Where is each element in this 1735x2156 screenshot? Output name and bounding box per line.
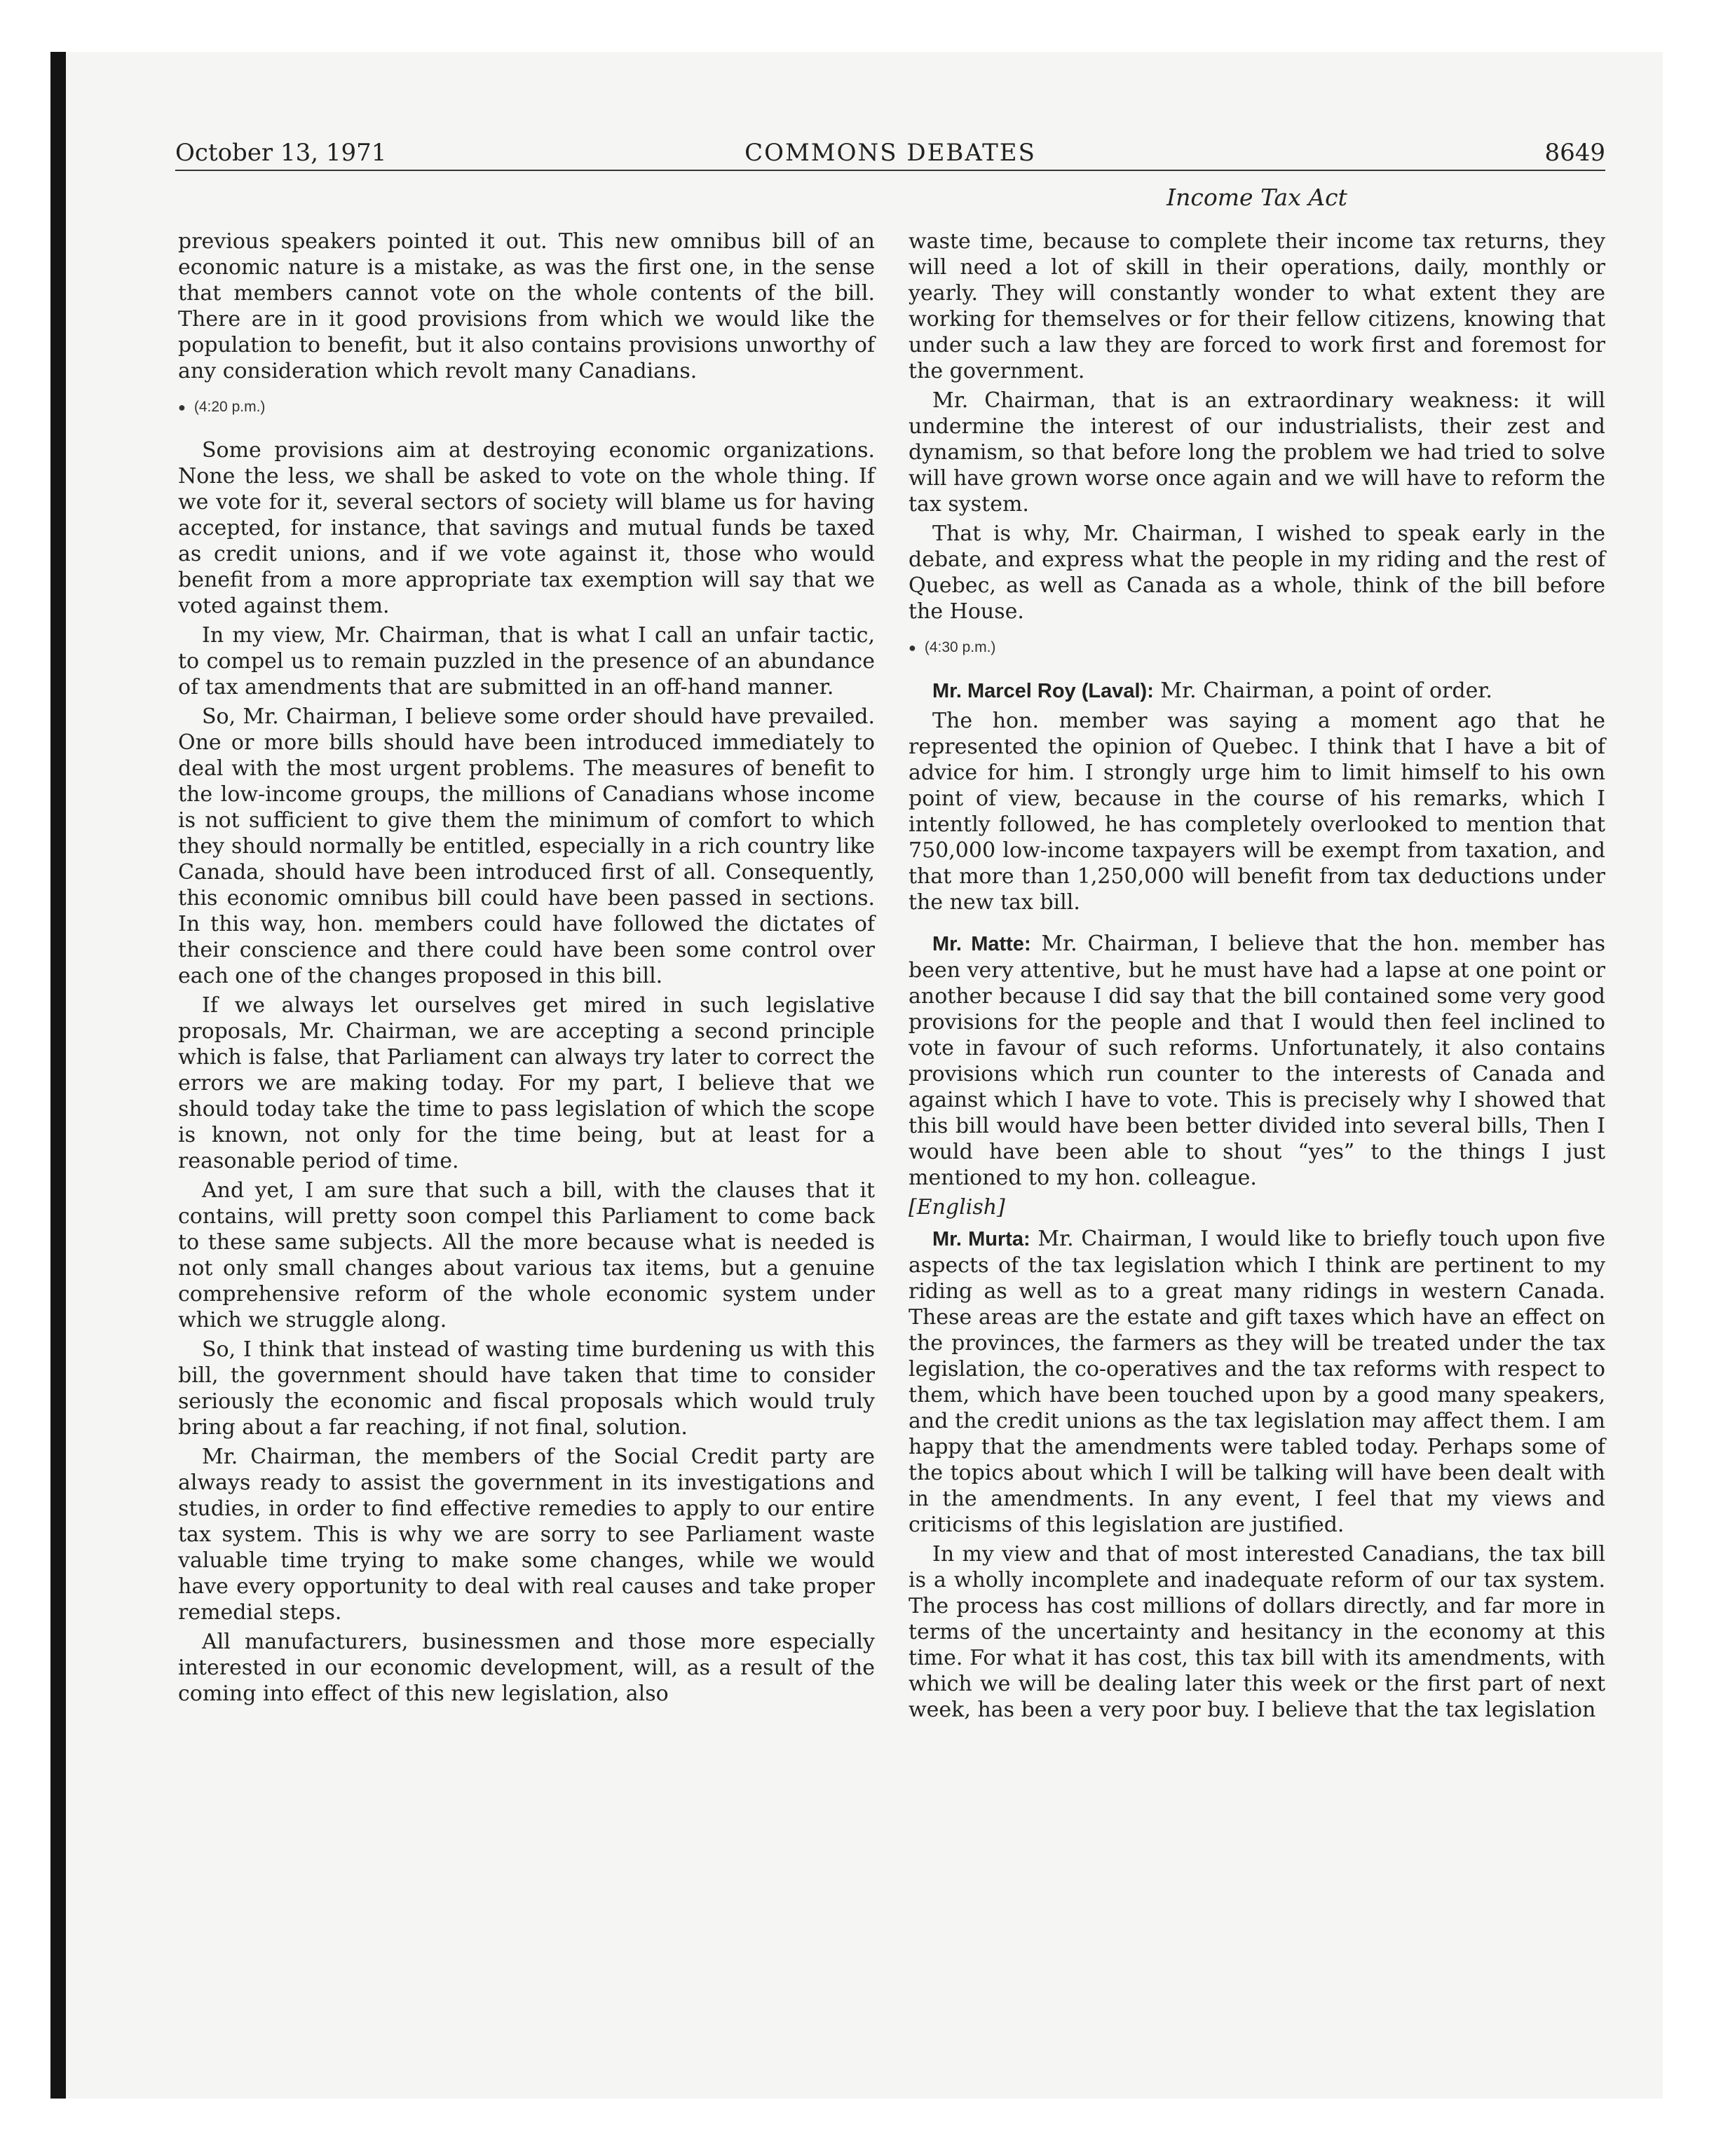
right-column [909,228,1605,1726]
speech [909,931,1605,1191]
time-marker-text: (4:30 p.m.) [924,639,996,655]
paragraph: Mr. Chairman, that is an extraordinary weakness: it will undermine the interest of our industrialists, their zest and dynamism, so that before long the problem we had tried to solve will have grown worse once again and we will have to reform the tax system. [909,388,1605,517]
paragraph: previous speakers pointed it out. This new omnibus bill of an economic nature is a mistake, as was the first one, in the sense that members cannot vote on the whole contents of the bill. There are in it good provisions from which we would like the population to benefit, but it also contains provisions unworthy of any consideration which revolt many Canadians. [178,229,875,383]
paragraph: So, I think that instead of wasting time burdening us with this bill, the government should have taken that time to consider seriously the economic and fiscal proposals which would truly bring about a far reaching, if not final, solution. [178,1337,875,1440]
speech [909,1226,1605,1538]
binding-edge [50,52,66,2099]
running-header [175,135,1605,171]
language-tag: [English] [909,1195,1005,1220]
speech-text: Mr. Chairman, I would like to briefly touch upon five aspects of the tax legislation which I think are pertinent to my riding as well as to a great many ridings in western Canada. These areas are the estate and gift taxes which have an effect on the provinces, the farmers as they will be treated under the tax legislation, the co-operatives and the tax reforms with respect to them, which have been touched upon by a good many speakers, and the credit unions as the tax legislation may affect them. I am happy that the amendments were tabled today. Perhaps some of the topics about which I will be talking will have been dealt with in the amendments. In any event, I feel that my views and criticisms of this legislation are justified. [909,1227,1605,1537]
bullet-icon: ● [909,641,916,655]
paragraph: That is why, Mr. Chairman, I wished to speak early in the debate, and express what the people in my riding and the rest of Quebec, as well as Canada as a whole, think of the bill before the House. [909,521,1605,624]
time-marker-text: (4:20 p.m.) [193,399,266,415]
paragraph: If we always let ourselves get mired in such legislative proposals, Mr. Chairman, we are accepting a second principle which is false, that Parliament can always try later to correct the errors we are making today. For my part, I believe that we should today take the time to pass legislation of which the scope is known, not only for the time being, but at least for a reasonable period of time. [178,993,875,1173]
bullet-icon: ● [178,400,186,414]
paragraph: Some provisions aim at destroying economic organizations. None the less, we shall be asked to vote on the whole thing. If we vote for it, several sectors of society will blame us for having accepted, for instance, that savings and mutual funds be taxed as credit unions, and if we vote against it, those who would benefit from a more appropriate tax exemption will say that we voted against them. [178,438,875,618]
speaker-name: Mr. Matte: [932,933,1031,955]
speech-text: Mr. Chairman, a point of order. [1160,678,1492,703]
section-title: Income Tax Act [1166,184,1347,211]
paragraph: And yet, I am sure that such a bill, with the clauses that it contains, will pretty soon compel this Parliament to come back to these same subjects. All the more because what is needed is not only small changes about various tax items, but a genuine comprehensive reform of the whole economic system under which we struggle along. [178,1178,875,1332]
page-number: 8649 [1544,139,1605,167]
time-marker [178,394,875,421]
paragraph: In my view and that of most interested Canadians, the tax bill is a wholly incomplete and inadequate reform of our tax system. The process has cost millions of dollars directly, and far more in terms of the uncertainty and hesitancy in the economy at this time. For what it has cost, this tax bill with its amendments, with which we will be dealing later this week or the first part of next week, has been a very poor buy. I believe that the tax legislation [909,1542,1605,1722]
speech-text: Mr. Chairman, I believe that the hon. member has been very attentive, but he must have had a lapse at one point or another because I did say that the bill contained some very good provisions for the people and that I would then feel inclined to vote in favour of such reforms. Unfortunately, it also contains provisions which run counter to the interests of Canada and against which I have to vote. This is precisely why I showed that this bill would have been better divided into several bills, Then I would have been able to shout “yes” to the things I just mentioned to my hon. colleague. [909,932,1605,1190]
time-marker [909,634,1605,661]
paragraph: So, Mr. Chairman, I believe some order should have prevailed. One or more bills should have been introduced immediately to deal with the most urgent problems. The measures of benefit to the low-income groups, the millions of Canadians whose income is not sufficient to give them the minimum of comfort to which they should normally be entitled, especially in a rich country like Canada, should have been introduced first of all. Consequently, this economic omnibus bill could have been passed in sections. In this way, hon. members could have followed the dictates of their conscience and there could have been some control over each one of the changes proposed in this bill. [178,704,875,988]
speech [909,678,1605,704]
header-title: COMMONS DEBATES [744,139,1036,167]
paragraph: Mr. Chairman, the members of the Social Credit party are always ready to assist the government in its investigations and studies, in order to find effective remedies to apply to our entire tax system. This is why we are sorry to see Parliament waste valuable time trying to make some changes, while we would have every opportunity to deal with real causes and take proper remedial steps. [178,1445,875,1625]
paragraph: The hon. member was saying a moment ago that he represented the opinion of Quebec. I think that I have a bit of advice for him. I strongly urge him to limit himself to his own point of view, because in the course of his remarks, which I intently followed, he has completely overlooked to mention that 750,000 low-income taxpayers will be exempt from taxation, and that more than 1,250,000 will benefit from tax deductions under the new tax bill. [909,709,1605,915]
speaker-name: Mr. Marcel Roy (Laval): [932,680,1154,702]
left-column [178,228,875,1710]
paragraph: All manufacturers, businessmen and those more especially interested in our economic development, will, as a result of the coming into effect of this new legislation, also [178,1630,875,1706]
speaker-name: Mr. Murta: [932,1228,1030,1250]
paragraph: In my view, Mr. Chairman, that is what I call an unfair tactic, to compel us to remain puzzled in the presence of an abundance of tax amendments that are submitted in an off-hand manner. [178,623,875,700]
paragraph: waste time, because to complete their income tax returns, they will need a lot of skill in their operations, daily, monthly or yearly. They will constantly wonder to what extent they are working for themselves or for their fellow citizens, knowing that under such a law they are forced to work first and foremost for the government. [909,229,1605,383]
header-date: October 13, 1971 [175,139,387,167]
